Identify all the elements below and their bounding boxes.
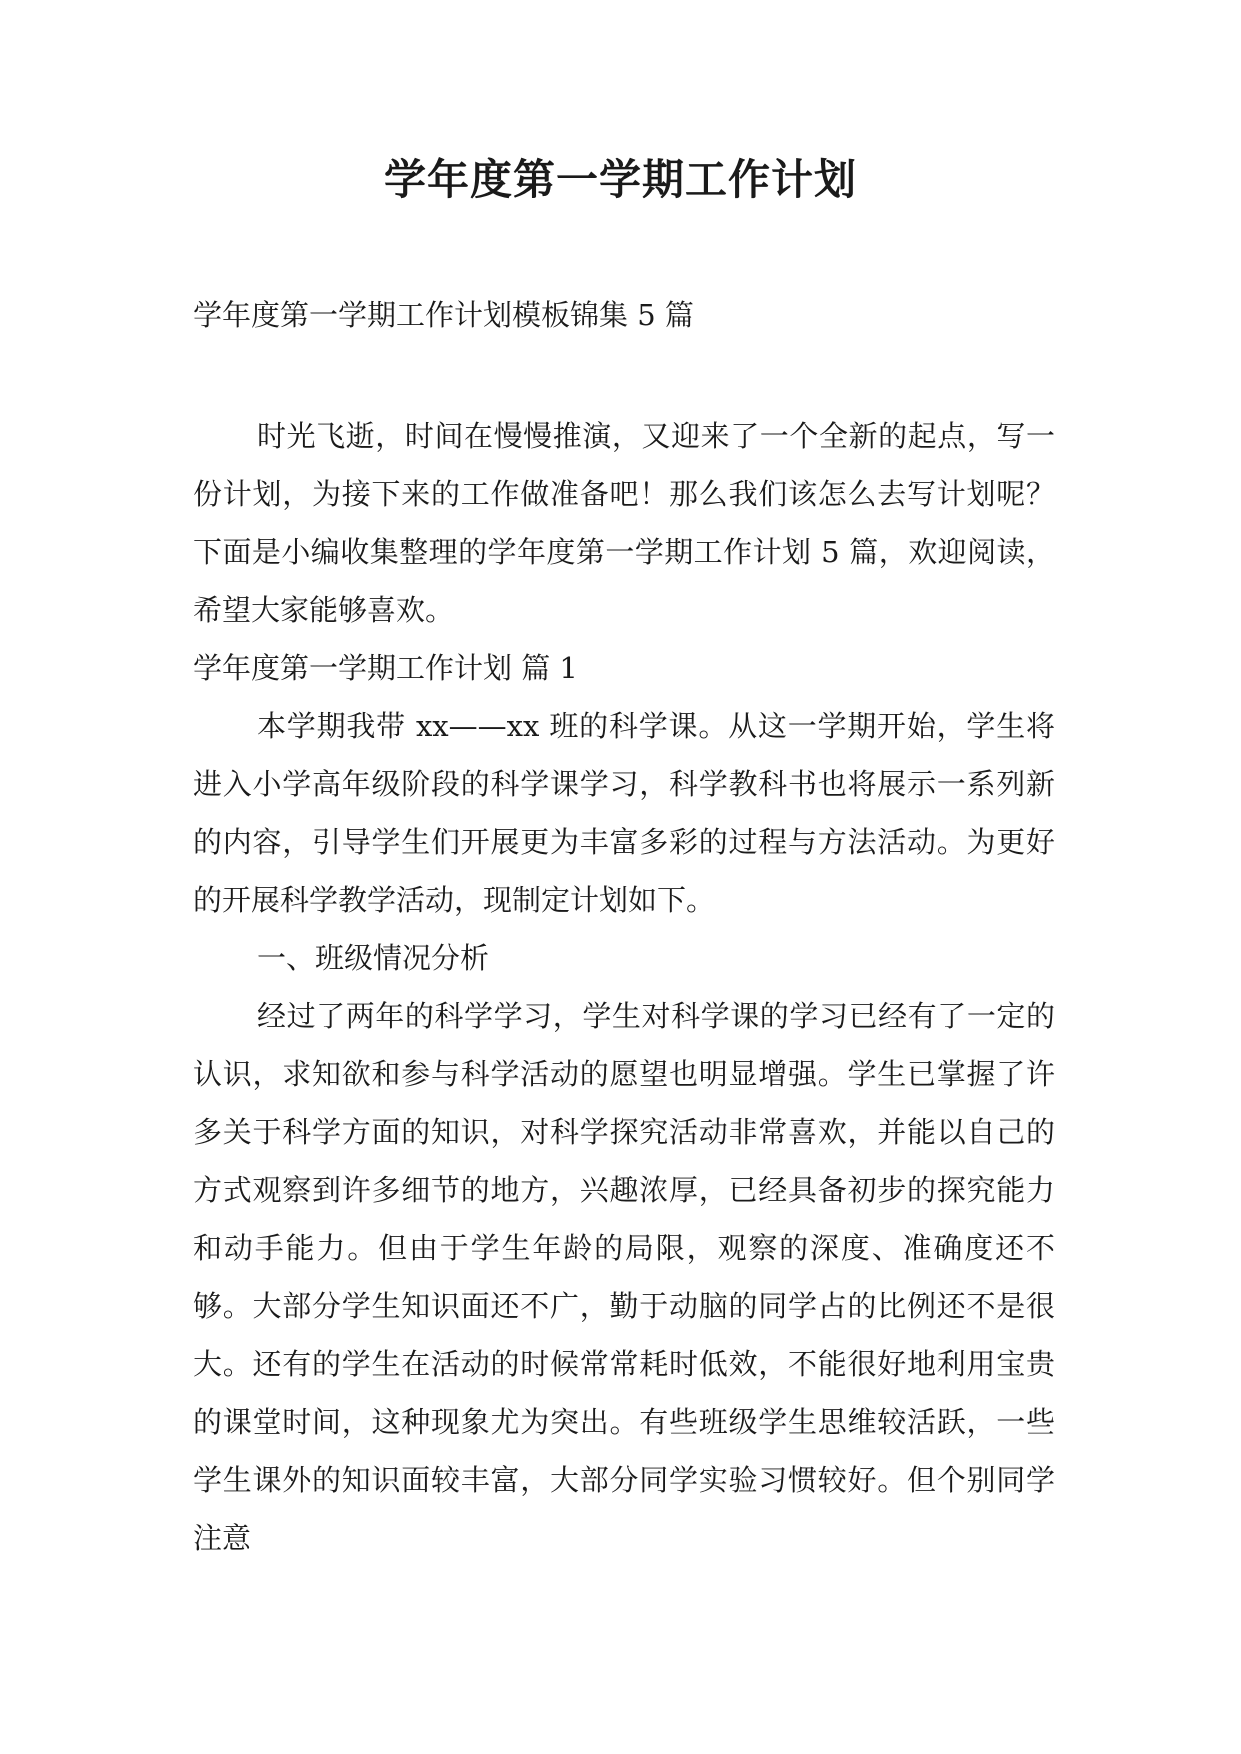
section-heading: 学年度第一学期工作计划 篇 1 (193, 651, 578, 685)
intro-paragraph: 时光飞逝，时间在慢慢推演，又迎来了一个全新的起点，写一份计划，为接下来的工作做准备吧！那么我们该怎么去写计划呢？下面是小编收集整理的学年度第一学期工作计划 5 篇，欢迎阅读，希望大家能够喜欢。 (193, 419, 1055, 627)
body-paragraph: 本学期我带 xx——xx 班的科学课。从这一学期开始，学生将进入小学高年级阶段的科学课学习，科学教科书也将展示一系列新的内容，引导学生们开展更为丰富多彩的过程与方法活动。为更好的开展科学教学活动，现制定计划如下。 (193, 709, 1055, 917)
document-title: 学年度第一学期工作计划 (383, 155, 857, 204)
document-subtitle: 学年度第一学期工作计划模板锦集 5 篇 (193, 298, 694, 332)
document-body (193, 407, 1055, 1567)
body-paragraph: 经过了两年的科学学习，学生对科学课的学习已经有了一定的认识，求知欲和参与科学活动的愿望也明显增强。学生已掌握了许多关于科学方面的知识，对科学探究活动非常喜欢，并能以自己的方式观察到许多细节的地方，兴趣浓厚，已经具备初步的探究能力和动手能力。但由于学生年龄的局限，观察的深度、准确度还不够。大部分学生知识面还不广，勤于动脑的同学占的比例还不是很大。还有的学生在活动的时候常常耗时低效，不能很好地利用宝贵的课堂时间，这种现象尤为突出。有些班级学生思维较活跃，一些学生课外的知识面较丰富，大部分同学实验习惯较好。但个别同学注意 (193, 999, 1055, 1555)
subsection-heading: 一、班级情况分析 (257, 941, 490, 975)
